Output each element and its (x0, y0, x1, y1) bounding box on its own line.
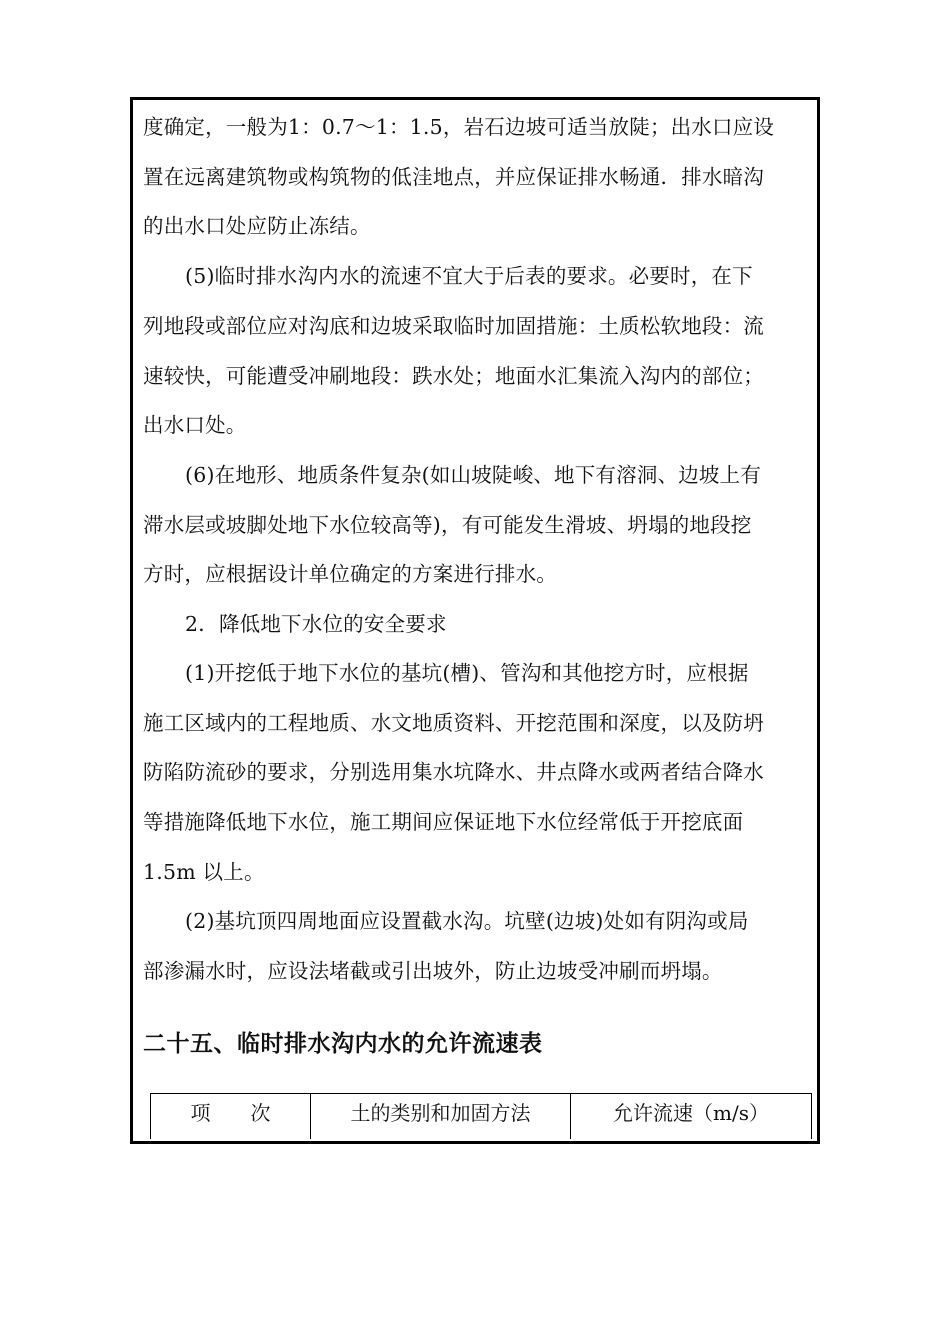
flow-velocity-table (150, 1093, 812, 1139)
table-header-cell: 允许流速（m/s） (613, 1101, 769, 1125)
text-line: 出水口处。 (143, 413, 247, 437)
text-line: (1)开挖低于地下水位的基坑(槽)、管沟和其他挖方时，应根据 (185, 661, 749, 685)
subsection-heading: 2．降低地下水位的安全要求 (185, 612, 447, 636)
table-header-cell: 项 次 (151, 1094, 311, 1139)
text-line: 方时，应根据设计单位确定的方案进行排水。 (143, 562, 557, 586)
text-line: (2)基坑顶四周地面应设置截水沟。坑壁(边坡)处如有阴沟或局 (185, 909, 749, 933)
text-line: 速较快，可能遭受冲刷地段：跌水处；地面水汇集流入沟内的部位； (143, 364, 764, 388)
document-frame (130, 97, 820, 1144)
text-line: 施工区域内的工程地质、水文地质资料、开挖范围和深度，以及防坍 (143, 711, 764, 735)
section-title: 二十五、临时排水沟内水的允许流速表 (143, 1031, 543, 1057)
text-line: 1.5m 以上。 (143, 860, 265, 884)
text-line: 列地段或部位应对沟底和边坡采取临时加固措施：土质松软地段：流 (143, 314, 764, 338)
text-line: (5)临时排水沟内水的流速不宜大于后表的要求。必要时，在下 (185, 264, 753, 288)
text-line: (6)在地形、地质条件复杂(如山坡陡峻、地下有溶洞、边坡上有 (185, 463, 762, 487)
text-line: 部渗漏水时，应设法堵截或引出坡外，防止边坡受冲刷而坍塌。 (143, 959, 723, 983)
text-line: 防陷防流砂的要求，分别选用集水坑降水、井点降水或两者结合降水 (143, 760, 764, 784)
text-line: 滞水层或坡脚处地下水位较高等)，有可能发生滑坡、坍塌的地段挖 (143, 513, 752, 537)
text-line: 度确定，一般为1：0.7～1：1.5，岩石边坡可适当放陡；出水口应设 (143, 115, 775, 139)
table-header-cell: 土的类别和加固方法 (311, 1094, 571, 1139)
text-line: 置在远离建筑物或构筑物的低洼地点，并应保证排水畅通．排水暗沟 (143, 165, 764, 189)
text-line: 等措施降低地下水位，施工期间应保证地下水位经常低于开挖底面 (143, 810, 744, 834)
text-line: 的出水口处应防止冻结。 (143, 214, 371, 238)
